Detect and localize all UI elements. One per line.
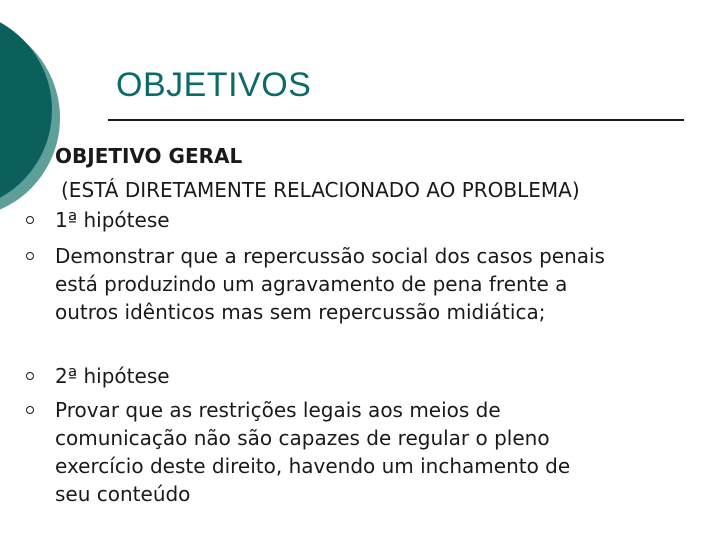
heading-objetivo-geral: OBJETIVO GERAL [55, 144, 243, 168]
slide-title: OBJETIVOS [116, 66, 312, 104]
subheading-note: (ESTÁ DIRETAMENTE RELACIONADO AO PROBLEMA) [61, 178, 580, 202]
bullet-text: 1ª hipótese [55, 208, 170, 232]
bullet-text: Provar que as restrições legais aos meios de comunicação não são capazes de regular o pleno exercício deste direito, havendo um inchamento de seu conteúdo [55, 398, 571, 506]
circle-bullet-icon [26, 406, 34, 414]
title-underline [108, 119, 684, 121]
bullet-text: Demonstrar que a repercussão social dos casos penais está produzindo um agravamento de pena frente a outros idênticos mas sem repercussão midiática; [55, 244, 605, 324]
circle-bullet-icon [26, 216, 34, 224]
circle-bullet-icon [26, 252, 34, 260]
bullet-text: 2ª hipótese [55, 364, 170, 388]
circle-bullet-icon [26, 372, 34, 380]
